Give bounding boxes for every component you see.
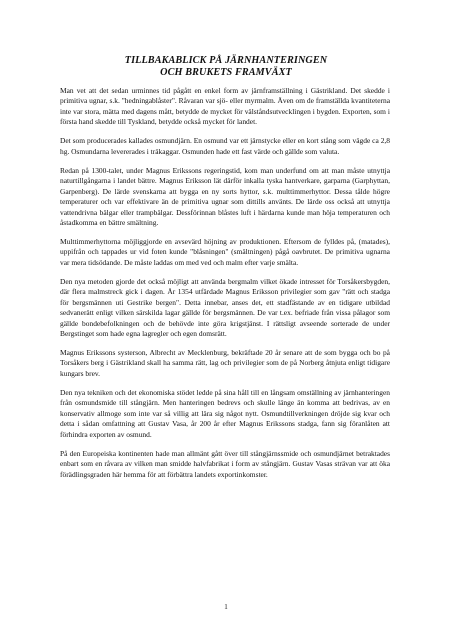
page-number: 1	[224, 603, 228, 611]
document-body	[60, 86, 390, 489]
paragraph: Multtimmerhyttorna möjliggjorde en avsevärd höjning av produktionen. Eftersom de fylldes på, (matades), uppifrån och tappades ur vid foten kunde "blåsningen" (smältningen) pågå oavbrutet. De primitiva ugnarna var mera tidsödande. De måste laddas om med ved och malm efter varje smälta.	[60, 236, 390, 267]
title-line-2: OCH BRUKETS FRAMVÄXT	[160, 67, 292, 78]
paragraph: Redan på 1300-talet, under Magnus Erikssons regeringstid, kom man underfund om att man måste utnyttja naturtillgångarna i landet bättre. Magnus Eriksson lät därför inkalla tyska hantverkare, garparna (Garphyttan, Garpenberg). De lärde svenskarna att bygga en ny sorts hyttor, s.k. multtimmerhyttor. Dessa tålde högre temperaturer och var effektivare än de primitiva ugnar som dittills använts. De lärde oss också att utnyttja vattendrivna bälgar eller trampbälgar. Dessförinnan blåstes luft i härdarna kunde man höja temperaturen och åstadkomma en bättre smältning.	[60, 165, 390, 227]
paragraph: Den nya tekniken och det ekonomiska stödet ledde på sina håll till en långsam omställning av järnhanteringen från osmundsmide till stångjärn. Men hanteringen bedrevs och skulle länge än komma att bedrivas, av en konservativ allmoge som inte var så villig att lära sig något nytt. Osmundtillverkningen dröjde sig kvar och detta i sådan omfattning att Gustav Vasa, år 200 år efter Magnus Erikssons stadga, fann sig föranlåten att förhindra exporten av osmund.	[60, 387, 390, 439]
paragraph: Det som producerades kallades osmundjärn. En osmund var ett järnstycke eller en kort stång som vägde ca 2,8 hg. Osmundarna levererades i träkaggar. Osmunden hade ett fast värde och gällde som valuta.	[60, 136, 390, 156]
paragraph: På den Europeiska kontinenten hade man allmänt gått över till stångjärnssmide och osmundjärnet betraktades enbart som en råvara av vilken man smidde halvfabrikat i form av stångjärn. Gustav Vasas strävan var att öka förädlingsgraden här hemma för att förbättra landets exportinkomster.	[60, 448, 390, 479]
paragraph: Man vet att det sedan urminnes tid pågått en enkel form av järnframställning i Gästrikland. Det skedde i primitiva ugnar, s.k. "hedningablåster". Råvaran var sjö- eller myrmalm. Även om de framställda kvantiteterna inte var stora, mätta med dagens mått, betydde de mycket för välståndsutvecklingen i bygden. Exporten, som i första hand skedde till Tyskland, betydde också mycket för landet.	[60, 86, 390, 127]
title-line-1: TILLBAKABLICK PÅ JÄRNHANTERINGEN	[124, 55, 328, 66]
paragraph: Magnus Erikssons systerson, Albrecht av Mecklenburg, bekräftade 20 år senare att de som bygga och bo på Torsåkers berg i Gästrikland skall ha samma rätt, lag och privilegier som de på Norberg åtnjuta enligt tidigare kungars brev.	[60, 348, 390, 378]
paragraph: Den nya metoden gjorde det också möjligt att använda bergmalm vilket ökade intresset för Torsåkersbygden, där flera malmstreck gick i dagen. År 1354 utfärdade Magnus Eriksson privilegier som gav "rätt och stadga för bergsmännen uti Gestrike bergen". Detta innebar, anses det, ett stadfästande av en tidigare utbildad sedvanerätt enligt vilken särskilda lagar gällde för bergsmännen. De var t.ex. befriade från vissa pålagor som gällde bondebefolkningen och de behövde inte göra krigstjänst. I rättsligt avseende sorterade de under Bergstinget som hade egna lagregler och egen domsrätt.	[60, 276, 390, 339]
